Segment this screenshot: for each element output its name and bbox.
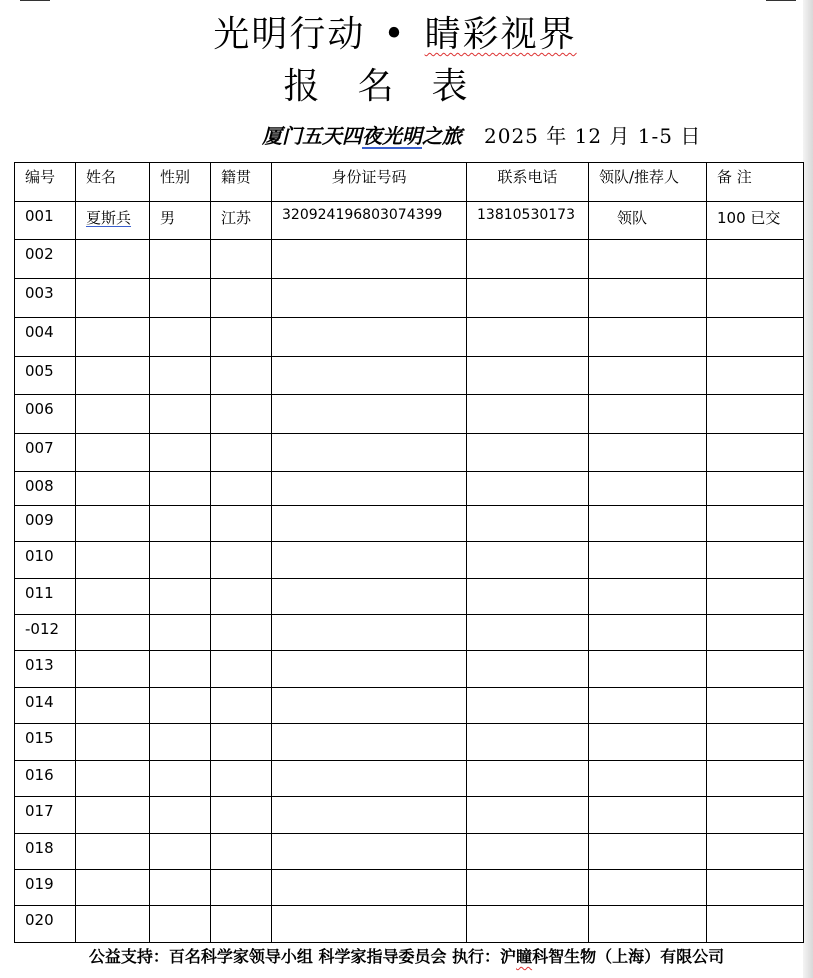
margin-corner-mark-right — [766, 0, 796, 1]
cell-remarks — [707, 240, 804, 279]
cell-leader-referrer — [589, 761, 707, 797]
cell-remarks — [707, 906, 804, 943]
table-row — [15, 724, 804, 761]
cell-number: 001 — [15, 202, 76, 240]
trip-heading — [262, 120, 701, 149]
cell-number: 018 — [15, 834, 76, 870]
cell-leader-referrer — [589, 615, 707, 651]
header-name: 姓名 — [76, 163, 150, 202]
cell-name — [76, 688, 150, 724]
cell-phone — [467, 906, 589, 943]
cell-phone: 13810530173 — [467, 202, 589, 240]
cell-hometown — [211, 870, 272, 906]
cell-id-number — [272, 724, 467, 761]
form-subtitle: 报 名 表 — [283, 66, 469, 107]
cell-name — [76, 542, 150, 579]
table-row — [15, 279, 804, 318]
cell-leader-referrer: 领队 — [589, 202, 707, 240]
cell-id-number — [272, 797, 467, 834]
cell-leader-referrer — [589, 651, 707, 688]
cell-name — [76, 797, 150, 834]
cell-hometown — [211, 688, 272, 724]
cell-number: 019 — [15, 870, 76, 906]
cell-name — [76, 279, 150, 318]
header-phone: 联系电话 — [467, 163, 589, 202]
cell-number: 015 — [15, 724, 76, 761]
cell-hometown — [211, 506, 272, 542]
cell-gender — [150, 318, 211, 357]
cell-hometown: 江苏 — [211, 202, 272, 240]
cell-gender — [150, 472, 211, 506]
cell-id-number — [272, 506, 467, 542]
cell-hometown — [211, 434, 272, 472]
cell-name — [76, 318, 150, 357]
cell-hometown — [211, 761, 272, 797]
header-number: 编号 — [15, 163, 76, 202]
margin-corner-mark-left — [20, 0, 50, 1]
cell-name — [76, 870, 150, 906]
cell-name: 夏斯兵 — [76, 202, 150, 240]
cell-name — [76, 651, 150, 688]
cell-hometown — [211, 797, 272, 834]
cell-name — [76, 472, 150, 506]
cell-leader-referrer — [589, 434, 707, 472]
cell-hometown — [211, 651, 272, 688]
cell-hometown — [211, 906, 272, 943]
cell-id-number — [272, 357, 467, 395]
cell-leader-referrer — [589, 797, 707, 834]
cell-leader-referrer — [589, 542, 707, 579]
cell-phone — [467, 318, 589, 357]
cell-gender — [150, 615, 211, 651]
cell-leader-referrer — [589, 834, 707, 870]
footer-wavy-char: 瞳 — [516, 947, 533, 966]
title-part1: 光明行动 — [213, 14, 366, 55]
cell-hometown — [211, 240, 272, 279]
cell-leader-referrer — [589, 579, 707, 615]
cell-remarks — [707, 688, 804, 724]
cell-number: 002 — [15, 240, 76, 279]
cell-leader-referrer — [589, 906, 707, 943]
cell-phone — [467, 870, 589, 906]
cell-number: 004 — [15, 318, 76, 357]
cell-name — [76, 240, 150, 279]
cell-hometown — [211, 542, 272, 579]
cell-id-number — [272, 395, 467, 434]
cell-id-number — [272, 472, 467, 506]
cell-number: 016 — [15, 761, 76, 797]
cell-id-number — [272, 240, 467, 279]
cell-name — [76, 834, 150, 870]
table-row — [15, 357, 804, 395]
cell-number: 011 — [15, 579, 76, 615]
table-row — [15, 579, 804, 615]
cell-gender: 男 — [150, 202, 211, 240]
footer-part1: 公益支持：百名科学家领导小组 科学家指导委员会 执行：沪 — [88, 947, 517, 966]
table-row — [15, 870, 804, 906]
header-gender: 性别 — [150, 163, 211, 202]
cell-leader-referrer — [589, 688, 707, 724]
cell-phone — [467, 834, 589, 870]
table-header-row — [15, 163, 804, 202]
cell-gender — [150, 870, 211, 906]
cell-hometown — [211, 279, 272, 318]
cell-phone — [467, 434, 589, 472]
cell-leader-referrer — [589, 724, 707, 761]
cell-remarks — [707, 279, 804, 318]
footer-part2: 科智生物（上海）有限公司 — [532, 947, 725, 966]
cell-gender — [150, 357, 211, 395]
cell-id-number — [272, 579, 467, 615]
cell-leader-referrer — [589, 870, 707, 906]
cell-hometown — [211, 834, 272, 870]
document-title — [0, 6, 790, 57]
cell-remarks: 100 已交 — [707, 202, 804, 240]
cell-remarks — [707, 834, 804, 870]
cell-phone — [467, 357, 589, 395]
table-row — [15, 395, 804, 434]
cell-id-number — [272, 318, 467, 357]
cell-leader-referrer — [589, 472, 707, 506]
cell-id-number — [272, 761, 467, 797]
cell-phone — [467, 279, 589, 318]
cell-gender — [150, 761, 211, 797]
cell-phone — [467, 542, 589, 579]
cell-id-number — [272, 279, 467, 318]
cell-gender — [150, 434, 211, 472]
title-separator: • — [383, 14, 407, 55]
table-row — [15, 688, 804, 724]
cell-phone — [467, 395, 589, 434]
cell-hometown — [211, 579, 272, 615]
cell-gender — [150, 279, 211, 318]
cell-gender — [150, 395, 211, 434]
cell-hometown — [211, 357, 272, 395]
cell-gender — [150, 688, 211, 724]
cell-name — [76, 434, 150, 472]
table-row — [15, 761, 804, 797]
cell-name — [76, 724, 150, 761]
footer-sponsor-line — [0, 944, 813, 967]
cell-gender — [150, 834, 211, 870]
cell-leader-referrer — [589, 395, 707, 434]
cell-number: 014 — [15, 688, 76, 724]
cell-remarks — [707, 579, 804, 615]
cell-number: 020 — [15, 906, 76, 943]
trip-name-part2: 之旅 — [422, 124, 462, 148]
header-hometown: 籍贯 — [211, 163, 272, 202]
cell-number: -012 — [15, 615, 76, 651]
cell-hometown — [211, 395, 272, 434]
cell-phone — [467, 506, 589, 542]
cell-remarks — [707, 797, 804, 834]
table-row — [15, 615, 804, 651]
table-row — [15, 240, 804, 279]
cell-hometown — [211, 472, 272, 506]
cell-number: 007 — [15, 434, 76, 472]
cell-leader-referrer — [589, 506, 707, 542]
cell-remarks — [707, 318, 804, 357]
cell-id-number — [272, 906, 467, 943]
cell-hometown — [211, 615, 272, 651]
cell-remarks — [707, 506, 804, 542]
cell-gender — [150, 542, 211, 579]
cell-hometown — [211, 724, 272, 761]
cell-remarks — [707, 651, 804, 688]
cell-id-number — [272, 651, 467, 688]
header-leader-referrer: 领队/推荐人 — [589, 163, 707, 202]
trip-name-underlined: 夜光明 — [362, 124, 422, 148]
cell-remarks — [707, 472, 804, 506]
cell-phone — [467, 615, 589, 651]
cell-phone — [467, 472, 589, 506]
cell-gender — [150, 724, 211, 761]
cell-gender — [150, 651, 211, 688]
registration-table — [14, 162, 804, 943]
cell-name — [76, 506, 150, 542]
trip-date: 2025 年 12 月 1-5 日 — [484, 124, 702, 148]
cell-hometown — [211, 318, 272, 357]
cell-number: 017 — [15, 797, 76, 834]
cell-phone — [467, 761, 589, 797]
cell-name — [76, 615, 150, 651]
cell-name — [76, 579, 150, 615]
header-remarks: 备 注 — [707, 163, 804, 202]
cell-phone — [467, 688, 589, 724]
cell-number: 009 — [15, 506, 76, 542]
header-id-number: 身份证号码 — [272, 163, 467, 202]
cell-number: 005 — [15, 357, 76, 395]
table-row — [15, 797, 804, 834]
cell-id-number — [272, 542, 467, 579]
cell-remarks — [707, 761, 804, 797]
cell-phone — [467, 579, 589, 615]
cell-id-number: 320924196803074399 — [272, 202, 467, 240]
cell-number: 003 — [15, 279, 76, 318]
cell-gender — [150, 240, 211, 279]
cell-name — [76, 395, 150, 434]
cell-gender — [150, 579, 211, 615]
cell-remarks — [707, 724, 804, 761]
cell-number: 010 — [15, 542, 76, 579]
cell-id-number — [272, 688, 467, 724]
table-row — [15, 651, 804, 688]
cell-number: 008 — [15, 472, 76, 506]
table-row — [15, 434, 804, 472]
cell-remarks — [707, 615, 804, 651]
cell-number: 013 — [15, 651, 76, 688]
cell-remarks — [707, 870, 804, 906]
cell-id-number — [272, 834, 467, 870]
cell-phone — [467, 240, 589, 279]
cell-gender — [150, 906, 211, 943]
cell-leader-referrer — [589, 279, 707, 318]
cell-remarks — [707, 542, 804, 579]
table-row — [15, 202, 804, 240]
table-row — [15, 542, 804, 579]
cell-id-number — [272, 434, 467, 472]
page-edge-shadow — [803, 0, 813, 978]
cell-id-number — [272, 615, 467, 651]
cell-phone — [467, 651, 589, 688]
table-row — [15, 834, 804, 870]
cell-leader-referrer — [589, 240, 707, 279]
table-row — [15, 506, 804, 542]
cell-id-number — [272, 870, 467, 906]
cell-phone — [467, 797, 589, 834]
cell-name — [76, 357, 150, 395]
cell-remarks — [707, 434, 804, 472]
cell-gender — [150, 506, 211, 542]
cell-remarks — [707, 395, 804, 434]
cell-number: 006 — [15, 395, 76, 434]
cell-leader-referrer — [589, 318, 707, 357]
cell-remarks — [707, 357, 804, 395]
trip-name-part1: 厦门五天四 — [262, 124, 362, 148]
cell-name — [76, 761, 150, 797]
cell-gender — [150, 797, 211, 834]
table-row — [15, 906, 804, 943]
cell-leader-referrer — [589, 357, 707, 395]
cell-name — [76, 906, 150, 943]
table-row — [15, 318, 804, 357]
table-row — [15, 472, 804, 506]
cell-phone — [467, 724, 589, 761]
title-part2: 睛彩视界 — [424, 14, 577, 55]
